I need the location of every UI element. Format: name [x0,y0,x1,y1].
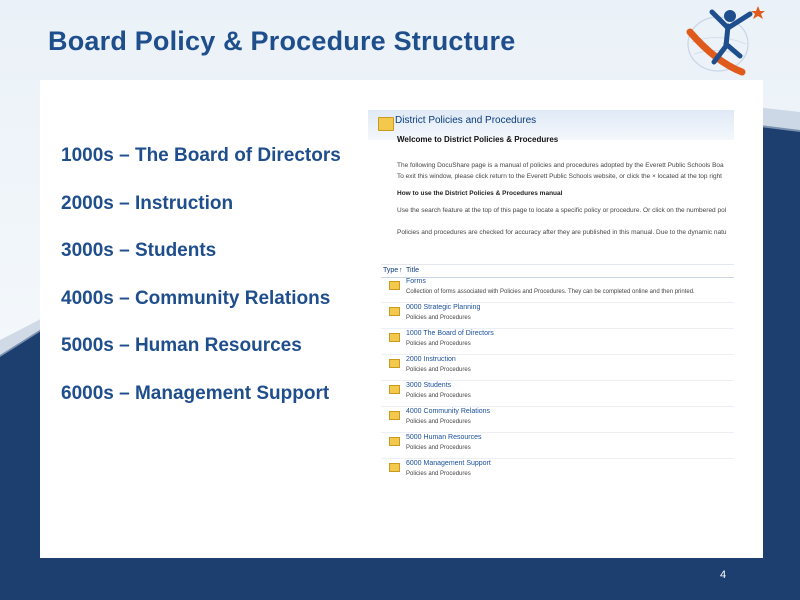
folder-icon [389,463,400,472]
folder-icon [389,333,400,342]
item-description: Policies and Procedures [406,445,471,451]
policy-series-item: 2000s – Instruction [61,192,234,214]
list-item[interactable] [381,302,734,329]
list-item[interactable] [381,380,734,407]
folder-icon [389,281,400,290]
item-title-link[interactable]: 4000 Community Relations [406,408,491,415]
folder-icon [389,437,400,446]
item-title-link[interactable]: 5000 Human Resources [406,434,482,441]
item-description: Policies and Procedures [406,393,471,399]
list-item[interactable] [381,328,734,355]
policy-series-item: 5000s – Human Resources [61,335,302,356]
type-column-header[interactable]: Type [383,267,399,274]
item-description: Policies and Procedures [406,471,471,477]
policy-series-list [61,145,341,430]
item-description: Policies and Procedures [406,341,471,347]
howto-text: Use the search feature at the top of this page to locate a specific policy or procedure. Or click on the numbered pol [397,207,727,214]
note-text: Policies and procedures are checked for accuracy after they are published in this manual. Due to the dynamic natu [397,229,727,236]
list-item[interactable] [381,432,734,459]
screenshot-header-title: District Policies and Procedures [395,115,537,126]
item-title-link[interactable]: 2000 Instruction [406,356,456,363]
folder-icon [389,385,400,394]
item-title-link[interactable]: 1000 The Board of Directors [406,330,494,337]
item-title-link[interactable]: 0000 Strategic Planning [406,304,481,311]
folder-icon [389,359,400,368]
item-description: Policies and Procedures [406,419,471,425]
item-description: Policies and Procedures [406,367,471,373]
list-item[interactable] [381,276,734,303]
howto-heading: How to use the District Policies & Procedures manual [397,190,563,197]
list-item[interactable] [381,354,734,381]
item-description: Collection of forms associated with Policies and Procedures. They can be completed online and then printed. [406,289,695,295]
item-description: Policies and Procedures [406,315,471,321]
docushare-screenshot [368,110,734,484]
slide-title: Board Policy & Procedure Structure [48,26,516,56]
policy-series-item: 3000s – Students [61,240,217,261]
district-logo [684,2,768,80]
policy-series-item: 1000s – The Board of Directors [61,145,341,166]
folder-icon [389,411,400,420]
item-title-link[interactable]: 6000 Management Support [406,460,491,467]
list-item[interactable] [381,406,734,433]
policy-series-item: 6000s – Management Support [61,382,330,404]
item-title-link[interactable]: 3000 Students [406,382,452,389]
title-column-header[interactable]: Title [406,267,419,274]
folder-icon [389,307,400,316]
folder-icon [378,117,394,131]
policy-series-item: 4000s – Community Relations [61,287,331,309]
list-item[interactable] [381,458,734,484]
intro-text: The following DocuShare page is a manual of policies and procedures adopted by the Everett Public Schools Boa [397,162,724,169]
page-number: 4 [720,569,727,581]
welcome-heading: Welcome to District Policies & Procedures [397,135,559,144]
item-title-link[interactable]: Forms [406,278,426,285]
sort-arrow-icon: ↑ [399,267,403,274]
intro-text: To exit this window, please click return to the Everett Public Schools website, or click the × located at the top right [397,173,722,180]
